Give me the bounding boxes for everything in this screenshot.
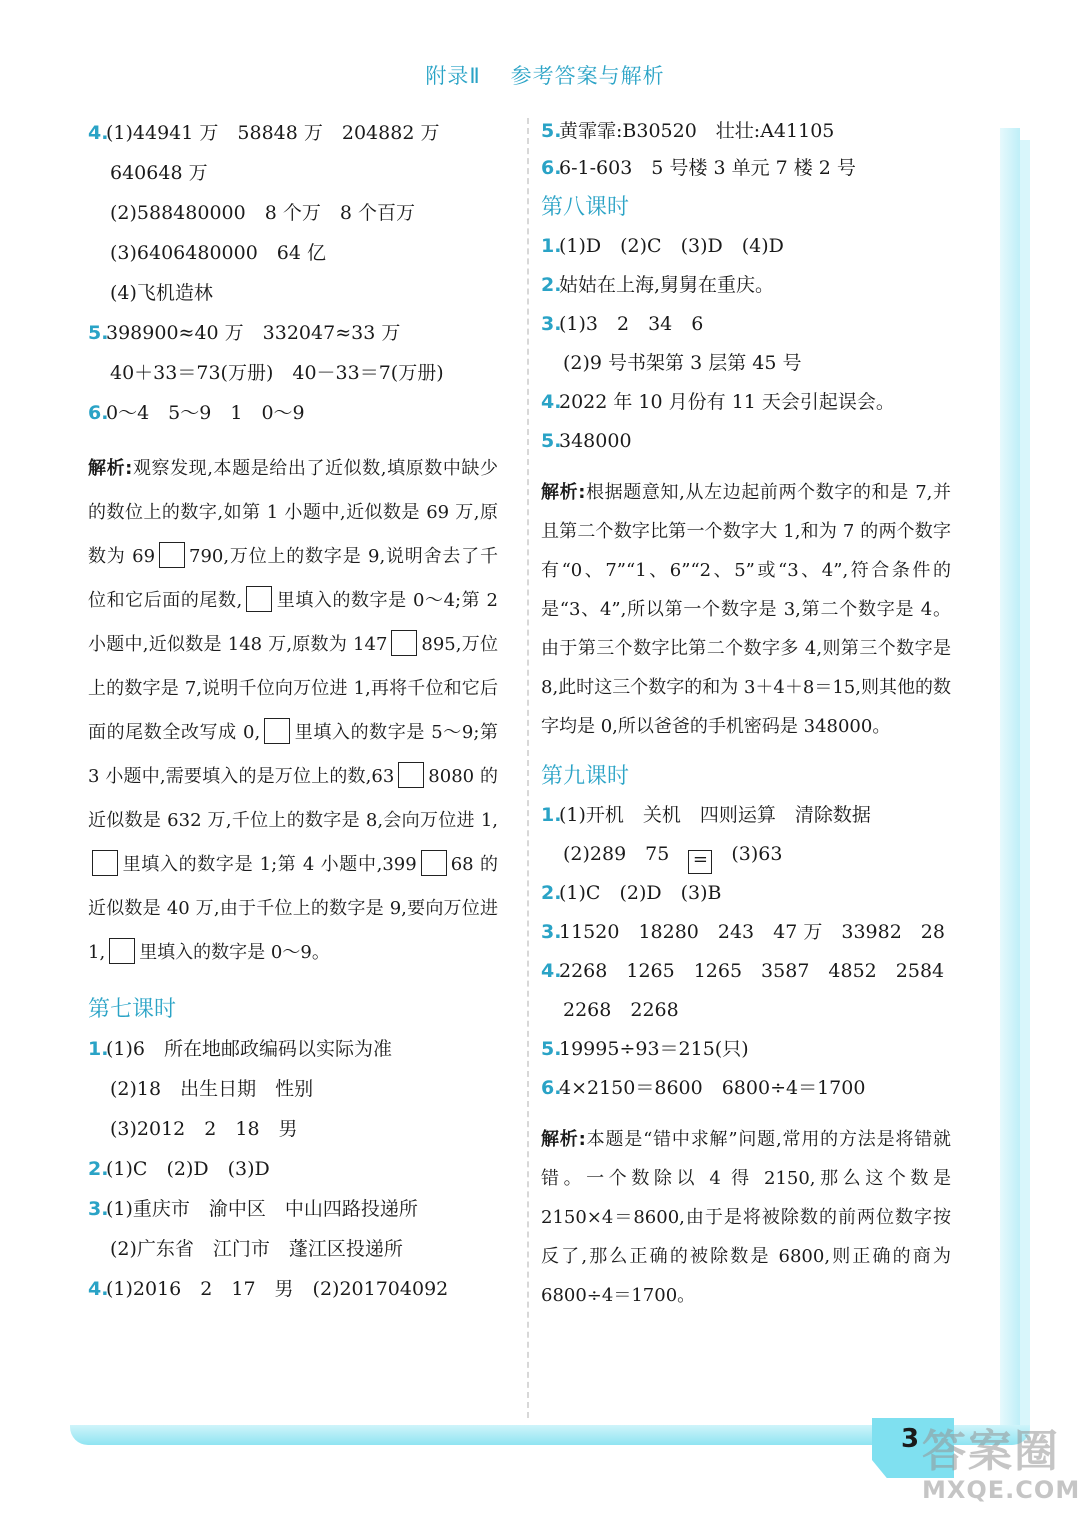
watermark-top: 答案圈: [922, 1426, 1060, 1477]
section-title-9: 第九课时: [541, 764, 630, 789]
blank-box: [246, 586, 272, 612]
s8-answer-1: 1.(1)D (2)C (3)D (4)D: [541, 235, 784, 257]
blank-box: [264, 718, 290, 744]
s7-answer-1-line2: (2)18 出生日期 性别: [110, 1078, 314, 1100]
s7-answer-3: 3.(1)重庆市 渝中区 中山四路投递所: [88, 1198, 418, 1220]
s7-answer-2: 2.(1)C (2)D (3)D: [88, 1158, 270, 1180]
s9-answer-5: 5.19995÷93＝215(只): [541, 1038, 749, 1060]
analysis-block-8: 解析:根据题意知,从左边起前两个数字的和是 7,并且第二个数字比第一个数字大 1,和为 7 的两个数字有“0、7”“1、6”“2、5”或“3、4”,符合条件的是“3、4”,所以第一个数字是 3,第二个数字是 4。由于第三个数字比第二个数字多 4,则第三个数字是 8,此时这三个数字的和为 3＋4＋8＝15,则其他的数字均是 0,所以爸爸的手机密码是 348000。: [541, 482, 951, 737]
left-column: [88, 113, 508, 1309]
s9-answer-4-line2: 2268 2268: [563, 999, 679, 1021]
blank-box: [159, 542, 185, 568]
answer-5: 5.398900≈40 万 332047≈33 万: [88, 322, 401, 344]
answer-r5: 5.黄霏霏:B30520 壮壮:A41105: [541, 120, 835, 142]
s8-answer-2: 2.姑姑在上海,舅舅在重庆。: [541, 274, 775, 296]
section-title-8: 第八课时: [541, 195, 630, 220]
answer-6: 6.0～4 5～9 1 0～9: [88, 402, 305, 424]
s9-answer-6: 6.4×2150＝8600 6800÷4＝1700: [541, 1077, 866, 1099]
watermark-logo: [922, 1428, 1082, 1504]
blank-box: [109, 938, 135, 964]
s9-answer-4: 4.2268 1265 1265 3587 4852 2584: [541, 960, 945, 982]
column-divider: [527, 118, 529, 1418]
header-appendix: 附录Ⅱ: [425, 64, 481, 88]
section-title-7: 第七课时: [88, 997, 177, 1022]
s8-answer-4: 4.2022 年 10 月份有 11 天会引起误会。: [541, 391, 895, 413]
page-number: 3: [900, 1424, 920, 1454]
analysis-block: 解析:观察发现,本题是给出了近似数,填原数中缺少的数位上的数字,如第 1 小题中,近似数是 69 万,原数为 69 790,万位上的数字是 9,说明舍去了千位和它后面的尾数, 里填入的数字是 0～4;第 2 小题中,近似数是 148 万,原数为 147 895,万位上的数字是 7,说明千位向万位进 1,再将千位和它后面的尾数全改写成 0, 里填入的数字是 5～9;第 3 小题中,需要填入的是万位上的数,63 8080 的近似数是 632 万,千位上的数字是 8,会向万位进 1,里填入的数字是 1;第 4 小题中,399 68 的近似数是 40 万,由于千位上的数字是 9,要向万位进 1, 里填入的数字是 0～9。: [88, 458, 499, 963]
s7-answer-1: 1.(1)6 所在地邮政编码以实际为准: [88, 1038, 393, 1060]
blank-box: [92, 850, 118, 876]
right-decor-band-outer: [1020, 140, 1030, 1440]
s9-answer-1: 1.(1)开机 关机 四则运算 清除数据: [541, 804, 871, 826]
s8-answer-3: 3.(1)3 2 34 6: [541, 313, 704, 335]
s8-answer-5: 5.348000: [541, 430, 632, 452]
blank-box: [398, 762, 424, 788]
right-column: [541, 113, 961, 1315]
right-decor-band: [1000, 128, 1020, 1438]
answer-4-line2: 640648 万: [110, 162, 208, 184]
page-header: [0, 60, 1090, 90]
watermark-bottom: MXQE.COM: [922, 1476, 1081, 1504]
answer-5-line2: 40＋33＝73(万册) 40－33＝7(万册): [110, 362, 444, 384]
s7-answer-3-line2: (2)广东省 江门市 蓬江区投递所: [110, 1238, 403, 1260]
answer-4-line4: (3)6406480000 64 亿: [110, 242, 327, 264]
answer-4-line3: (2)588480000 8 个万 8 个百万: [110, 202, 415, 224]
s7-answer-4: 4.(1)2016 2 17 男 (2)201704092: [88, 1278, 449, 1300]
equals-key-icon: =: [688, 850, 712, 874]
s7-answer-1-line3: (3)2012 2 18 男: [110, 1118, 298, 1140]
answer-4: 4.(1)44941 万 58848 万 204882 万: [88, 122, 440, 144]
blank-box: [421, 850, 447, 876]
answer-4-line5: (4)飞机造林: [110, 282, 213, 304]
analysis-block-9: 解析:本题是“错中求解”问题,常用的方法是将错就错。一个数除以 4 得 2150,那么这个数是 2150×4＝8600,由于是将被除数的前两位数字按反了,那么正确的被除数是 6800,则正确的商为 6800÷4＝1700。: [541, 1129, 952, 1306]
s9-answer-2: 2.(1)C (2)D (3)B: [541, 882, 722, 904]
blank-box: [391, 630, 417, 656]
header-title: 参考答案与解析: [510, 64, 665, 88]
s9-answer-3: 3.11520 18280 243 47 万 33982 28: [541, 921, 945, 943]
s9-answer-1-line2: (2)289 75 = (3)63: [541, 835, 961, 874]
answer-r6: 6.6-1-603 5 号楼 3 单元 7 楼 2 号: [541, 157, 856, 179]
s8-answer-3-line2: (2)9 号书架第 3 层第 45 号: [563, 352, 802, 374]
